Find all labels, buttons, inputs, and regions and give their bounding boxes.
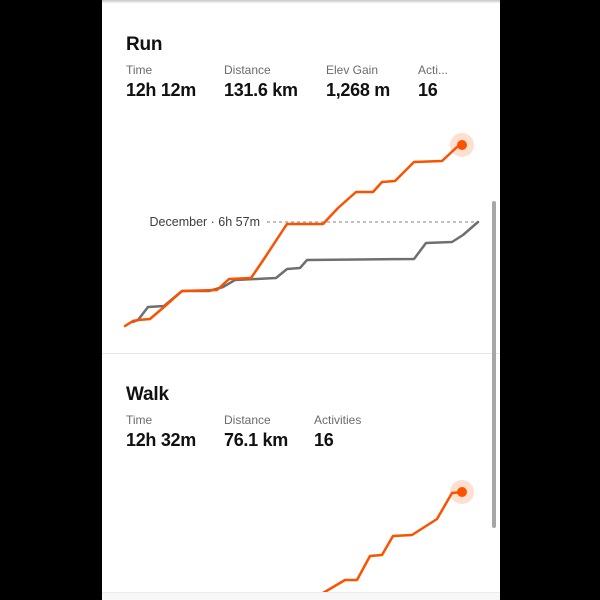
- stat-label: Activities: [314, 413, 362, 427]
- next-section-edge: [102, 592, 500, 600]
- stat-value: 76.1 km: [224, 430, 288, 450]
- current-period-line: [323, 492, 462, 593]
- stat-elev-gain: [326, 62, 390, 101]
- stat-value: 16: [314, 430, 334, 450]
- run-chart: [102, 130, 500, 342]
- stat-label: Time: [126, 413, 153, 427]
- stat-label: Distance: [224, 63, 271, 77]
- latest-point-marker: [457, 487, 467, 497]
- stat-label: Distance: [224, 413, 271, 427]
- stat-activities: [314, 412, 361, 451]
- stat-label: Acti...: [418, 63, 449, 77]
- current-period-line: [125, 145, 462, 326]
- walk-chart: [102, 460, 500, 600]
- stat-value: 1,268 m: [326, 80, 390, 100]
- stat-activities: [418, 62, 448, 101]
- section-divider: [102, 353, 500, 354]
- previous-period-line: [133, 222, 478, 322]
- cropped-content-above-edge: [102, 0, 500, 3]
- stat-time: [126, 412, 196, 451]
- scrollbar[interactable]: [492, 201, 496, 528]
- stat-distance: [224, 412, 288, 451]
- stat-value: 12h 12m: [126, 80, 196, 100]
- stat-value: 16: [418, 80, 438, 100]
- activity-stats-page: [102, 0, 500, 600]
- stat-value: 131.6 km: [224, 80, 298, 100]
- stat-value: 12h 32m: [126, 430, 196, 450]
- section-title-walk: Walk: [126, 384, 169, 405]
- stat-time: [126, 62, 196, 101]
- latest-point-marker: [457, 140, 467, 150]
- stat-distance: [224, 62, 298, 101]
- previous-period-label: December · 6h 57m: [149, 215, 260, 229]
- stat-label: Time: [126, 63, 153, 77]
- stat-label: Elev Gain: [326, 63, 379, 77]
- section-title-run: Run: [126, 34, 163, 55]
